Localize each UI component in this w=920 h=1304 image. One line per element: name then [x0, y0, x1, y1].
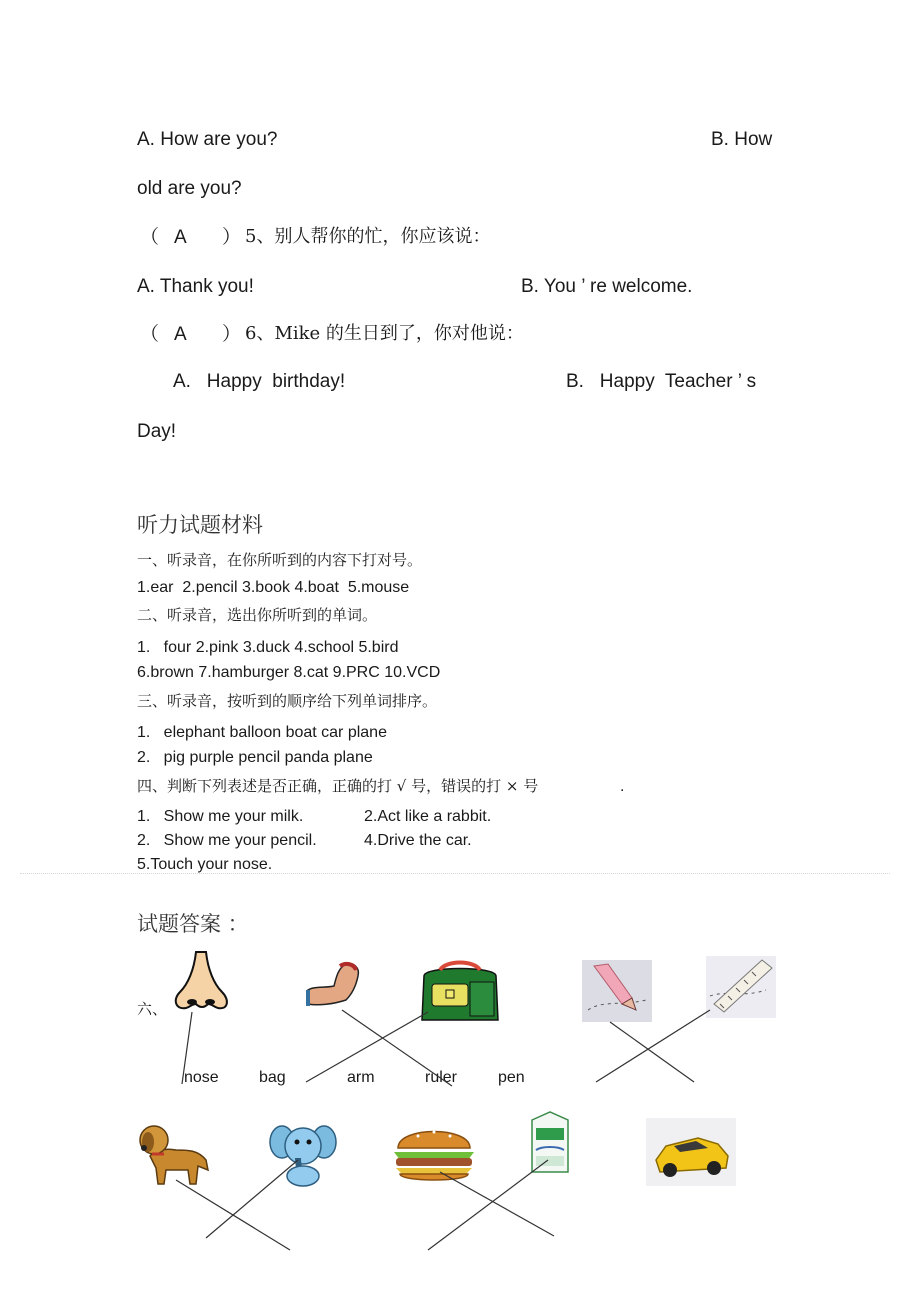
- q6-answer: A: [174, 324, 187, 345]
- word-arm: arm: [347, 1069, 375, 1086]
- part3-heading: 三、听录音，按听到的顺序给下列单词排序。: [137, 692, 438, 710]
- line-hamburger: [440, 1172, 554, 1236]
- listening-title: 听力试题材料: [137, 513, 263, 537]
- word-ruler: ruler: [425, 1069, 458, 1086]
- part4-row1-left: 1. Show me your milk.: [137, 808, 304, 825]
- q4-option-b: B. How: [711, 129, 773, 150]
- word-bag: bag: [259, 1069, 286, 1086]
- q5-option-b: B. You ’ re welcome.: [521, 276, 693, 297]
- part3-line2: 2. pig purple pencil panda plane: [137, 749, 373, 766]
- q5-option-a: A. Thank you!: [137, 276, 254, 297]
- part4-row1-right: 2.Act like a rabbit.: [364, 808, 492, 825]
- part4-heading: 四、判断下列表述是否正确，正确的打 √ 号，错误的打 × 号: [137, 777, 539, 795]
- part4-row3: 5.Touch your nose.: [137, 856, 273, 873]
- part4-row2-left: 2. Show me your pencil.: [137, 832, 317, 849]
- q4-option-a: A. How are you?: [137, 129, 278, 150]
- line-pen: [610, 1022, 694, 1082]
- q6-paren-open: （: [140, 324, 160, 345]
- line-ruler: [596, 1010, 710, 1082]
- part1-heading: 一、听录音，在你所听到的内容下打对号。: [137, 551, 423, 569]
- line-bag: [306, 1012, 428, 1082]
- q5-paren-close: ）: [222, 227, 242, 248]
- line-milk: [428, 1160, 548, 1250]
- q6-prompt: 6、Mike 的生日到了，你对他说：: [245, 323, 524, 344]
- part3-line1: 1. elephant balloon boat car plane: [137, 724, 387, 741]
- part4-heading-dot: .: [620, 778, 625, 795]
- part1-items: 1.ear 2.pencil 3.book 4.boat 5.mouse: [137, 579, 410, 596]
- q5-paren-open: （: [140, 227, 160, 248]
- q5-prompt: 5、别人帮你的忙，你应该说：: [245, 226, 491, 247]
- q6-option-b-continued: Day!: [137, 421, 177, 442]
- part4-row2-right: 4.Drive the car.: [364, 832, 472, 849]
- line-arm: [342, 1010, 452, 1086]
- q4-option-b-continued: old are you?: [137, 178, 242, 199]
- q6-paren-close: ）: [222, 324, 242, 345]
- q5-answer: A: [174, 227, 187, 248]
- answers-title: 试题答案 ：: [137, 912, 249, 936]
- word-nose: nose: [184, 1069, 219, 1086]
- part2-line2: 6.brown 7.hamburger 8.cat 9.PRC 10.VCD: [137, 664, 441, 681]
- line-nose: [182, 1012, 192, 1084]
- q6-option-b: B. Happy Teacher ’ s: [566, 371, 757, 392]
- part2-line1: 1. four 2.pink 3.duck 4.school 5.bird: [137, 639, 399, 656]
- q6-option-a: A. Happy birthday!: [173, 371, 346, 392]
- section-six-label: 六、: [137, 1000, 168, 1018]
- part2-heading: 二、听录音，选出你所听到的单词。: [137, 606, 378, 624]
- word-pen: pen: [498, 1069, 525, 1086]
